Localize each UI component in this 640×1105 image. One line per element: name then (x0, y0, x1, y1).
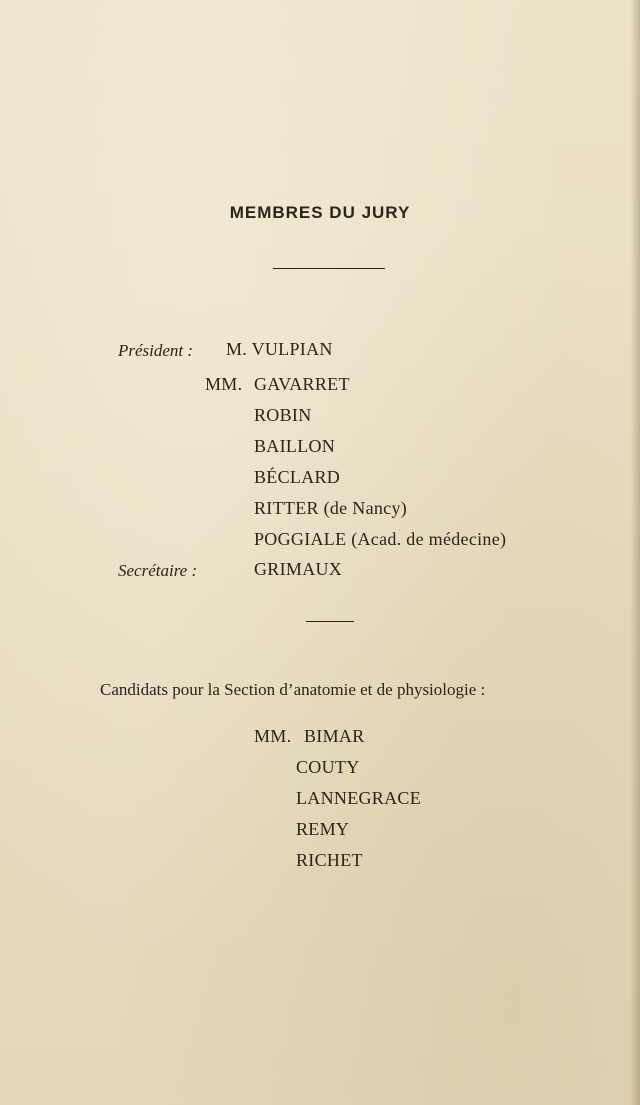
title-divider (273, 268, 385, 269)
jury-member: ROBIN (254, 405, 312, 425)
candidate-name: RICHET (296, 850, 363, 870)
candidates-prefix: MM. (254, 726, 292, 746)
section-divider (306, 621, 354, 622)
president-name: M. VULPIAN (226, 339, 333, 359)
jury-member: BAILLON (254, 436, 336, 456)
page-title: MEMBRES DU JURY (229, 203, 411, 222)
members-prefix: MM. (205, 374, 243, 394)
candidate-name: LANNEGRACE (296, 788, 421, 808)
candidates-heading: Candidats pour la Section d’anatomie et de physiologie : (100, 680, 486, 699)
candidate-name: COUTY (296, 757, 360, 777)
jury-member: POGGIALE (Acad. de médecine) (254, 529, 507, 549)
candidate-name: BIMAR (304, 726, 365, 746)
president-label: Président : (118, 341, 194, 360)
secretary-label: Secrétaire : (118, 561, 198, 580)
jury-member: RITTER (de Nancy) (254, 498, 408, 518)
jury-member: GAVARRET (254, 374, 350, 394)
page-edge-shadow (630, 0, 640, 1105)
jury-member: BÉCLARD (254, 467, 341, 487)
candidate-name: REMY (296, 819, 350, 839)
secretary-name: GRIMAUX (254, 559, 343, 579)
